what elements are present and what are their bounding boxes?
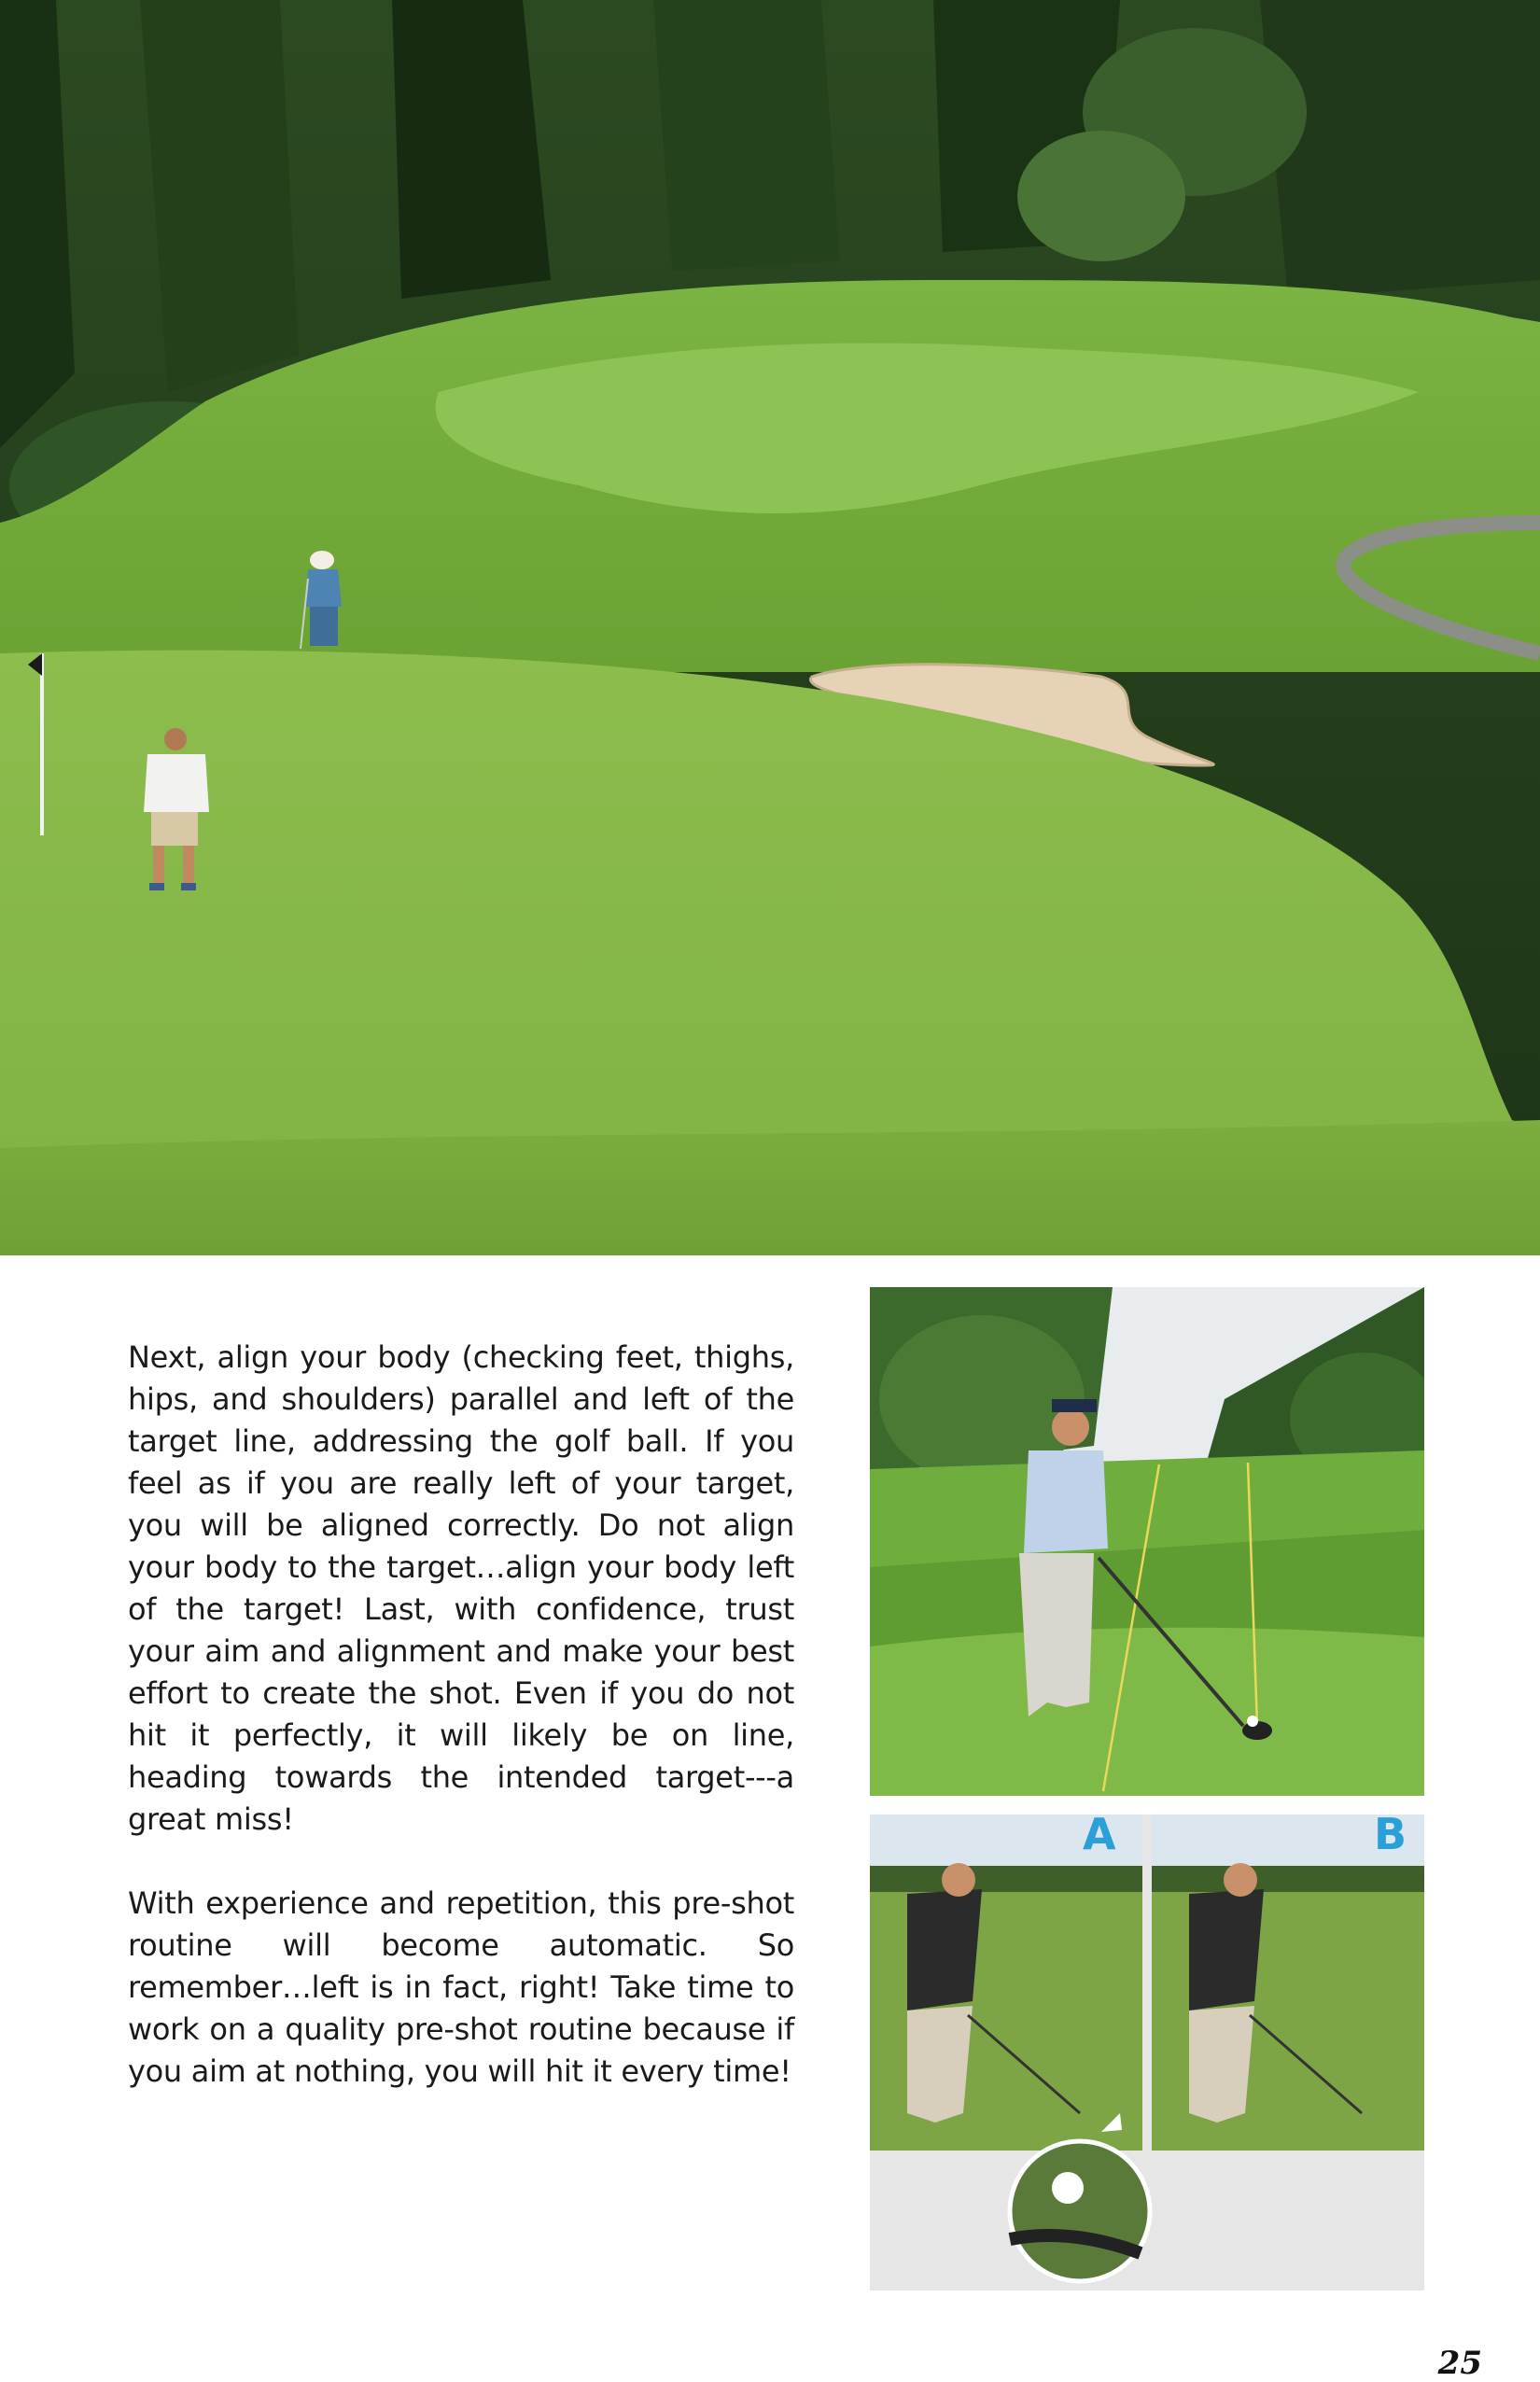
photo-panel-a <box>870 1815 1142 2151</box>
golf-ball <box>1247 1716 1258 1727</box>
comparison-photos <box>870 1809 1424 2291</box>
article-body <box>128 1337 794 2093</box>
paragraph-alignment: Next, align your body (checking feet, thighs, hips, and shoulders) parallel and left of the target line, addressing the golf ball. If you feel as if you are really left of your target, you will be aligned correctly. Do not align your body to the target…align your body left of the target! Last, with confidence, trust your aim and alignment and make your best effort to create the shot. Even if you do not hit it perfectly, it will likely be on line, heading towards the intended target---a great miss! <box>128 1339 794 1837</box>
label-b: B <box>1374 1809 1407 1859</box>
label-a: A <box>1083 1809 1116 1859</box>
alignment-photo <box>870 1287 1424 1796</box>
paragraph-routine: With experience and repetition, this pre-shot routine will become automatic. So remember…left is in fact, right! Take time to work on a quality pre-shot routine because if you aim at nothing, you will hit it every time! <box>128 1885 794 2089</box>
photo-panel-b <box>1152 1815 1424 2151</box>
page-number: 25 <box>1437 2345 1482 2382</box>
